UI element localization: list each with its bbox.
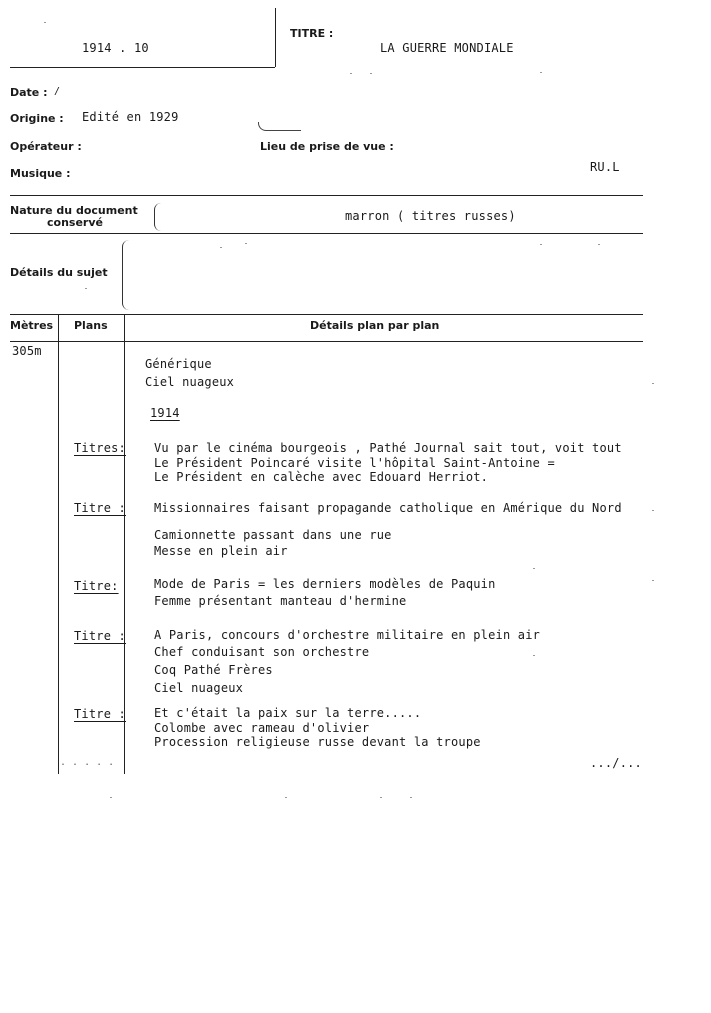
- details-sujet-brace: [122, 240, 129, 310]
- detail-line: Missionnaires faisant propagande catholique en Amérique du Nord: [154, 501, 622, 515]
- date-value: /: [54, 86, 61, 97]
- nature-value: marron ( titres russes): [345, 209, 516, 223]
- detail-line: Le Président en calèche avec Edouard Herriot.: [154, 470, 489, 484]
- continuation-mark: .../...: [590, 756, 642, 770]
- nature-label: Nature du document: [10, 204, 138, 217]
- origine-value: Edité en 1929: [82, 110, 179, 124]
- detail-line: Femme présentant manteau d'hermine: [154, 594, 407, 608]
- detail-line: Mode de Paris = les derniers modèles de Paquin: [154, 577, 496, 591]
- detail-line: Le Président Poincaré visite l'hôpital Saint-Antoine =: [154, 456, 555, 470]
- detail-line: Et c'était la paix sur la terre.....: [154, 706, 422, 720]
- detail-line: Chef conduisant son orchestre: [154, 645, 370, 659]
- col-header-metres: Mètres: [10, 319, 54, 332]
- title-label: TITRE :: [290, 27, 334, 40]
- nature-brace: [154, 203, 161, 231]
- year-heading: 1914: [150, 406, 180, 420]
- col-header-plans: Plans: [74, 319, 108, 332]
- dotted-filler: . . . . .: [60, 757, 115, 768]
- plan-label: Titres:: [74, 441, 126, 455]
- detail-line: Coq Pathé Frères: [154, 663, 273, 677]
- detail-line: A Paris, concours d'orchestre militaire en plein air: [154, 628, 541, 642]
- lieu-label: Lieu de prise de vue :: [260, 140, 394, 153]
- operateur-label: Opérateur :: [10, 140, 82, 153]
- date-label: Date :: [10, 86, 48, 99]
- detail-line: Camionnette passant dans une rue: [154, 528, 392, 542]
- plan-label: Titre:: [74, 579, 119, 593]
- detail-line: Procession religieuse russe devant la troupe: [154, 735, 481, 749]
- title-value: LA GUERRE MONDIALE: [380, 41, 514, 55]
- detail-line: Ciel nuageux: [154, 681, 244, 695]
- plan-label: Titre :: [74, 629, 126, 643]
- details-sujet-label: Détails du sujet: [10, 266, 108, 279]
- metres-value: 305m: [12, 344, 42, 358]
- origine-label: Origine :: [10, 112, 64, 125]
- nature-label-line2: conservé: [47, 216, 103, 229]
- detail-line: Générique: [145, 357, 212, 371]
- detail-line: Ciel nuageux: [145, 375, 235, 389]
- col-header-details: Détails plan par plan: [310, 319, 440, 332]
- detail-line: Colombe avec rameau d'olivier: [154, 721, 370, 735]
- document-reference: 1914 . 10: [82, 41, 149, 55]
- archive-code: RU.L: [590, 160, 620, 174]
- detail-line: Vu par le cinéma bourgeois , Pathé Journal sait tout, voit tout: [154, 441, 622, 455]
- plan-label: Titre :: [74, 501, 126, 515]
- plan-label: Titre :: [74, 707, 126, 721]
- musique-label: Musique :: [10, 167, 71, 180]
- detail-line: Messe en plein air: [154, 544, 288, 558]
- handwritten-mark: [258, 122, 301, 131]
